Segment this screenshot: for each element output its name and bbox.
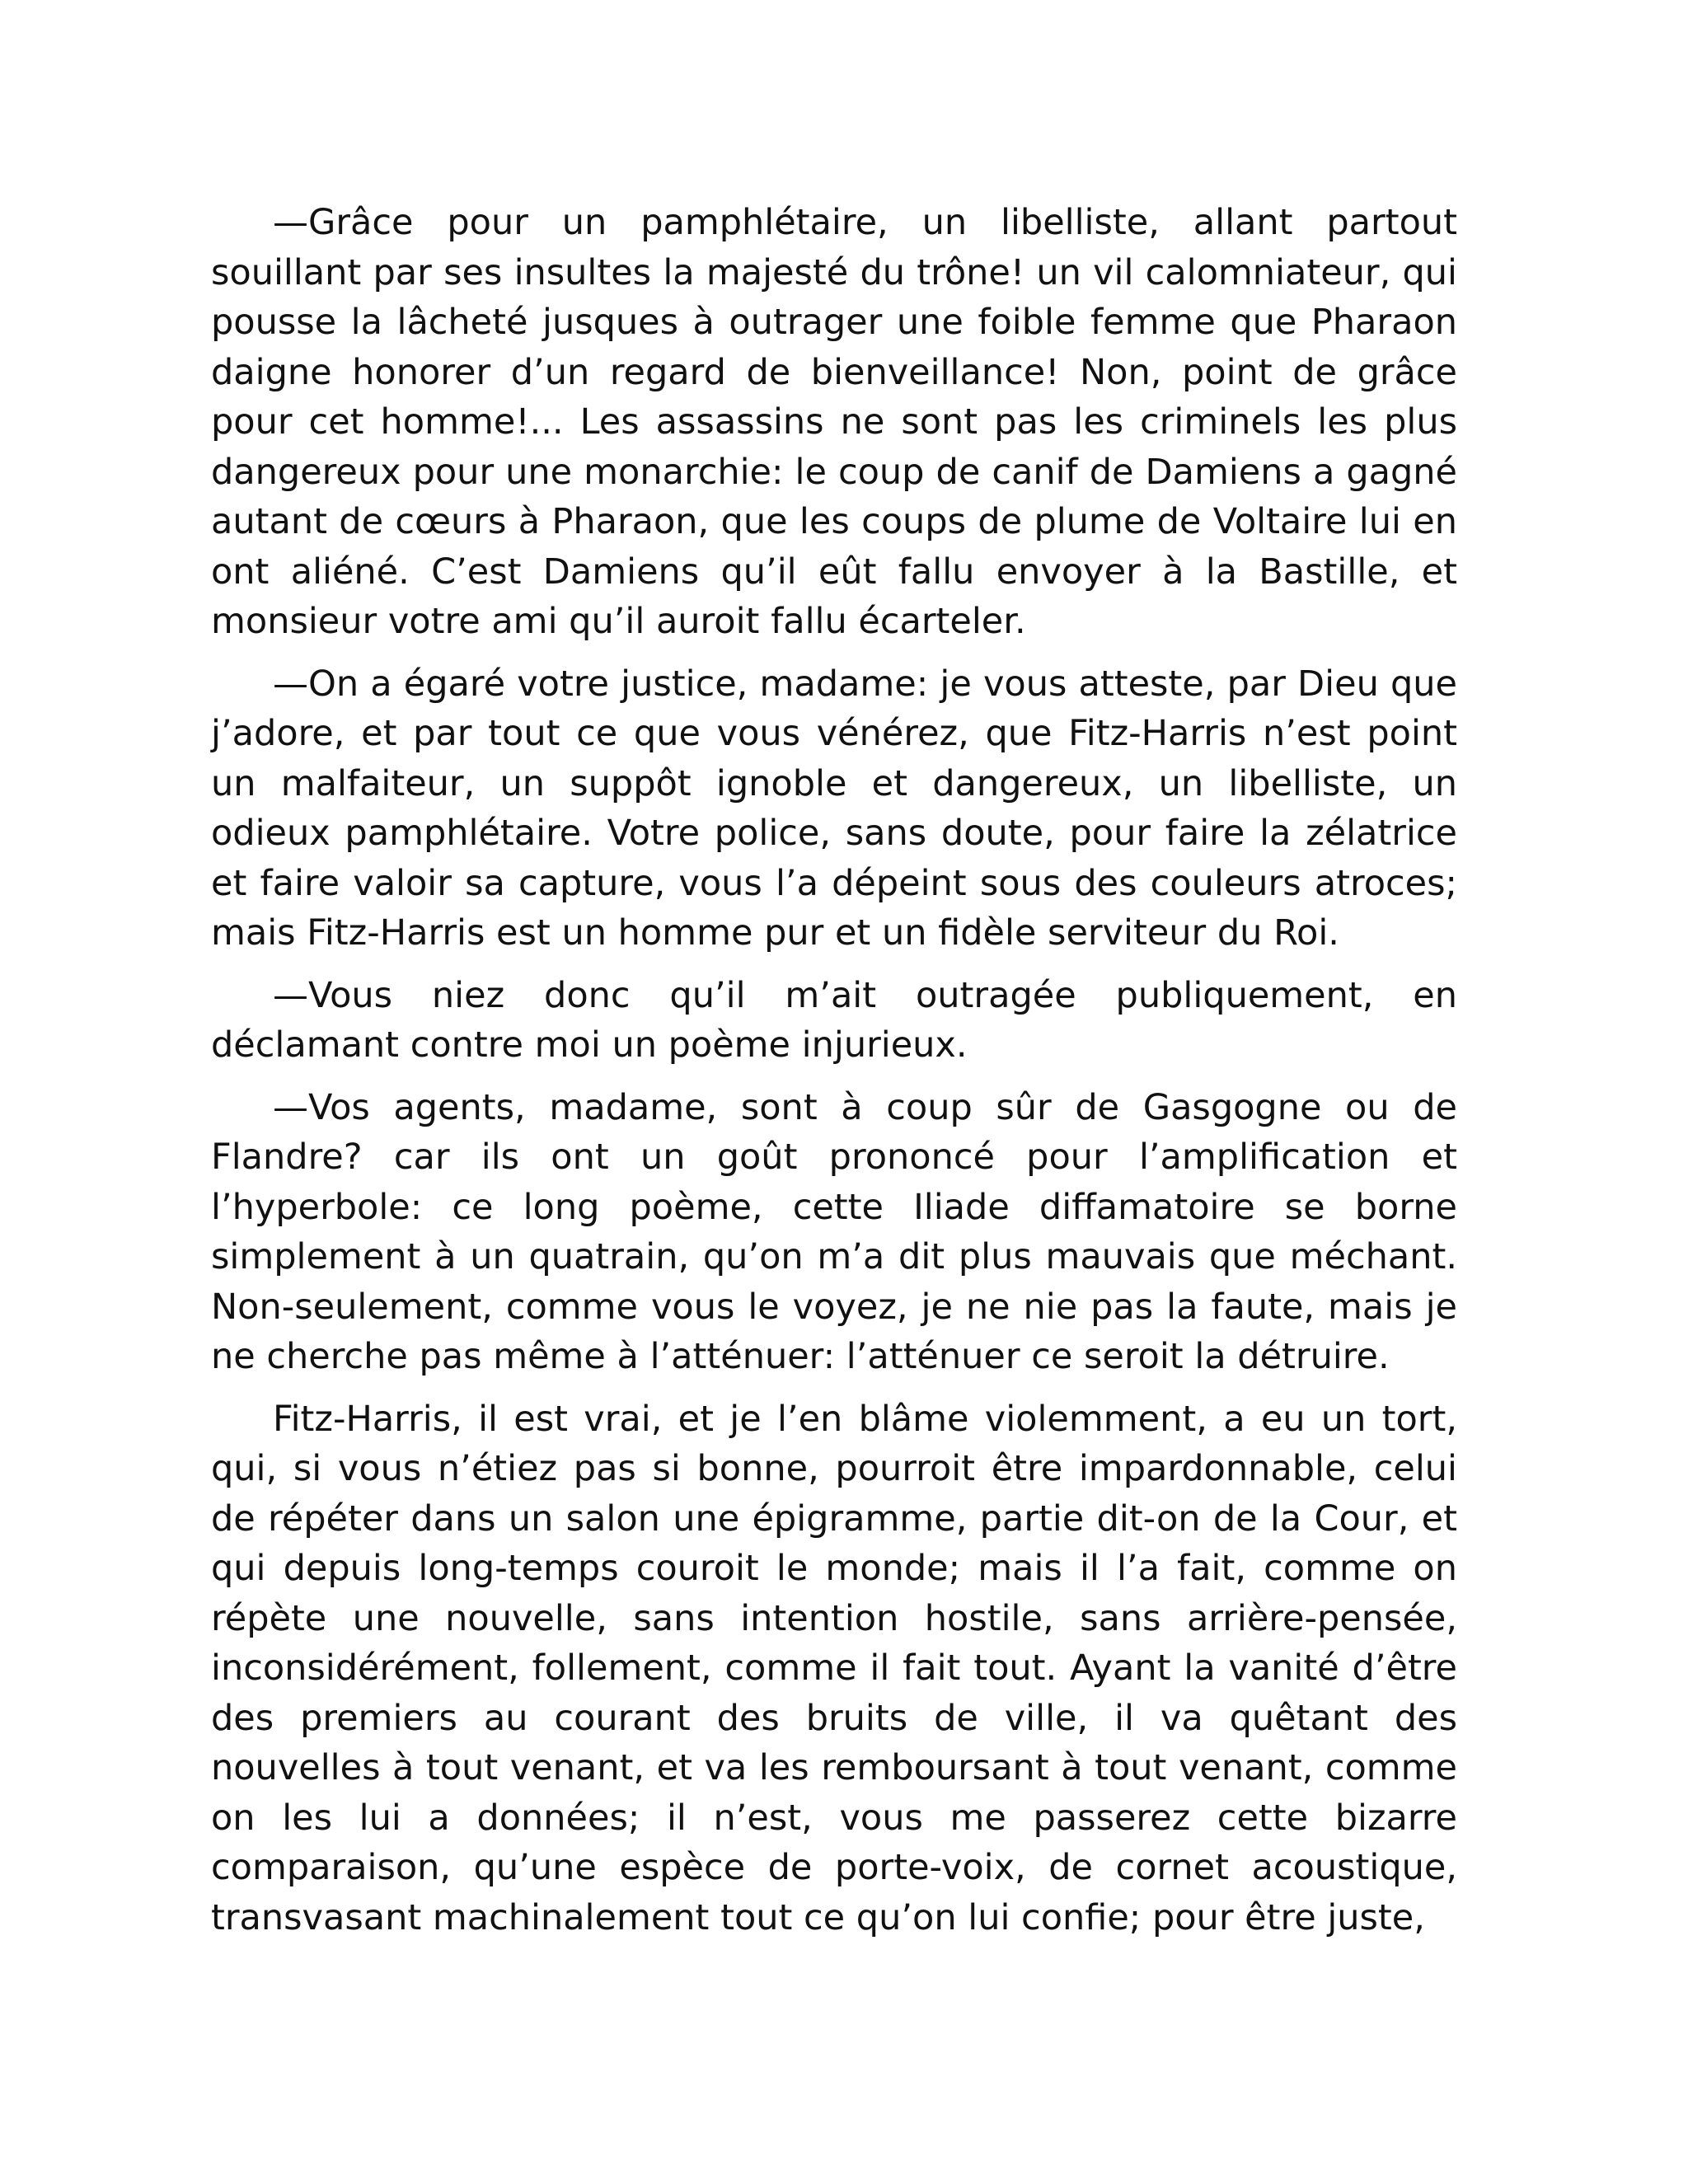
- paragraph-1: —Grâce pour un pamphlétaire, un libelliste, allant partout souillant par ses insultes la majesté du trône! un vil calomniateur, qui pousse la lâcheté jusques à outrager une foible femme que Pharaon daigne honorer d’un regard de bienveillance! Non, point de grâce pour cet homme!... Les assassins ne sont pas les criminels les plus dangereux pour une monarchie: le coup de canif de Damiens a gagné autant de cœurs à Pharaon, que les coups de plume de Voltaire lui en ont aliéné. C’est Damiens qu’il eût fallu envoyer à la Bastille, et monsieur votre ami qu’il auroit fallu écarteler.: [211, 202, 1457, 642]
- paragraph-4: —Vos agents, madame, sont à coup sûr de Gasgogne ou de Flandre? car ils ont un goût prononcé pour l’amplification et l’hyperbole: ce long poème, cette Iliade diffamatoire se borne simplement à un quatrain, qu’on m’a dit plus mauvais que méchant. Non-seulement, comme vous le voyez, je ne nie pas la faute, mais je ne cherche pas même à l’atténuer: l’atténuer ce seroit la détruire.: [211, 1086, 1457, 1377]
- paragraph-5: Fitz-Harris, il est vrai, et je l’en blâme violemment, a eu un tort, qui, si vous n’étiez pas si bonne, pourroit être impardonnable, celui de répéter dans un salon une épigramme, partie dit-on de la Cour, et qui depuis long-temps couroit le monde; mais il l’a fait, comme on répète une nouvelle, sans intention hostile, sans arrière-pensée, inconsidérément, follement, comme il fait tout. Ayant la vanité d’être des premiers au courant des bruits de ville, il va quêtant des nouvelles à tout venant, et va les remboursant à tout venant, comme on les lui a données; il n’est, vous me passerez cette bizarre comparaison, qu’une espèce de porte-voix, de cornet acoustique, transvasant machinalement tout ce qu’on lui confie; pour être juste,: [211, 1398, 1457, 1938]
- page-body: [211, 198, 1457, 1955]
- paragraph-3: —Vous niez donc qu’il m’ait outragée publiquement, en déclamant contre moi un poème injurieux.: [211, 974, 1457, 1066]
- paragraph-2: —On a égaré votre justice, madame: je vous atteste, par Dieu que j’adore, et par tout ce que vous vénérez, que Fitz-Harris n’est point un malfaiteur, un suppôt ignoble et dangereux, un libelliste, un odieux pamphlétaire. Votre police, sans doute, pour faire la zélatrice et faire valoir sa capture, vous l’a dépeint sous des couleurs atroces; mais Fitz-Harris est un homme pur et un fidèle serviteur du Roi.: [211, 663, 1457, 954]
